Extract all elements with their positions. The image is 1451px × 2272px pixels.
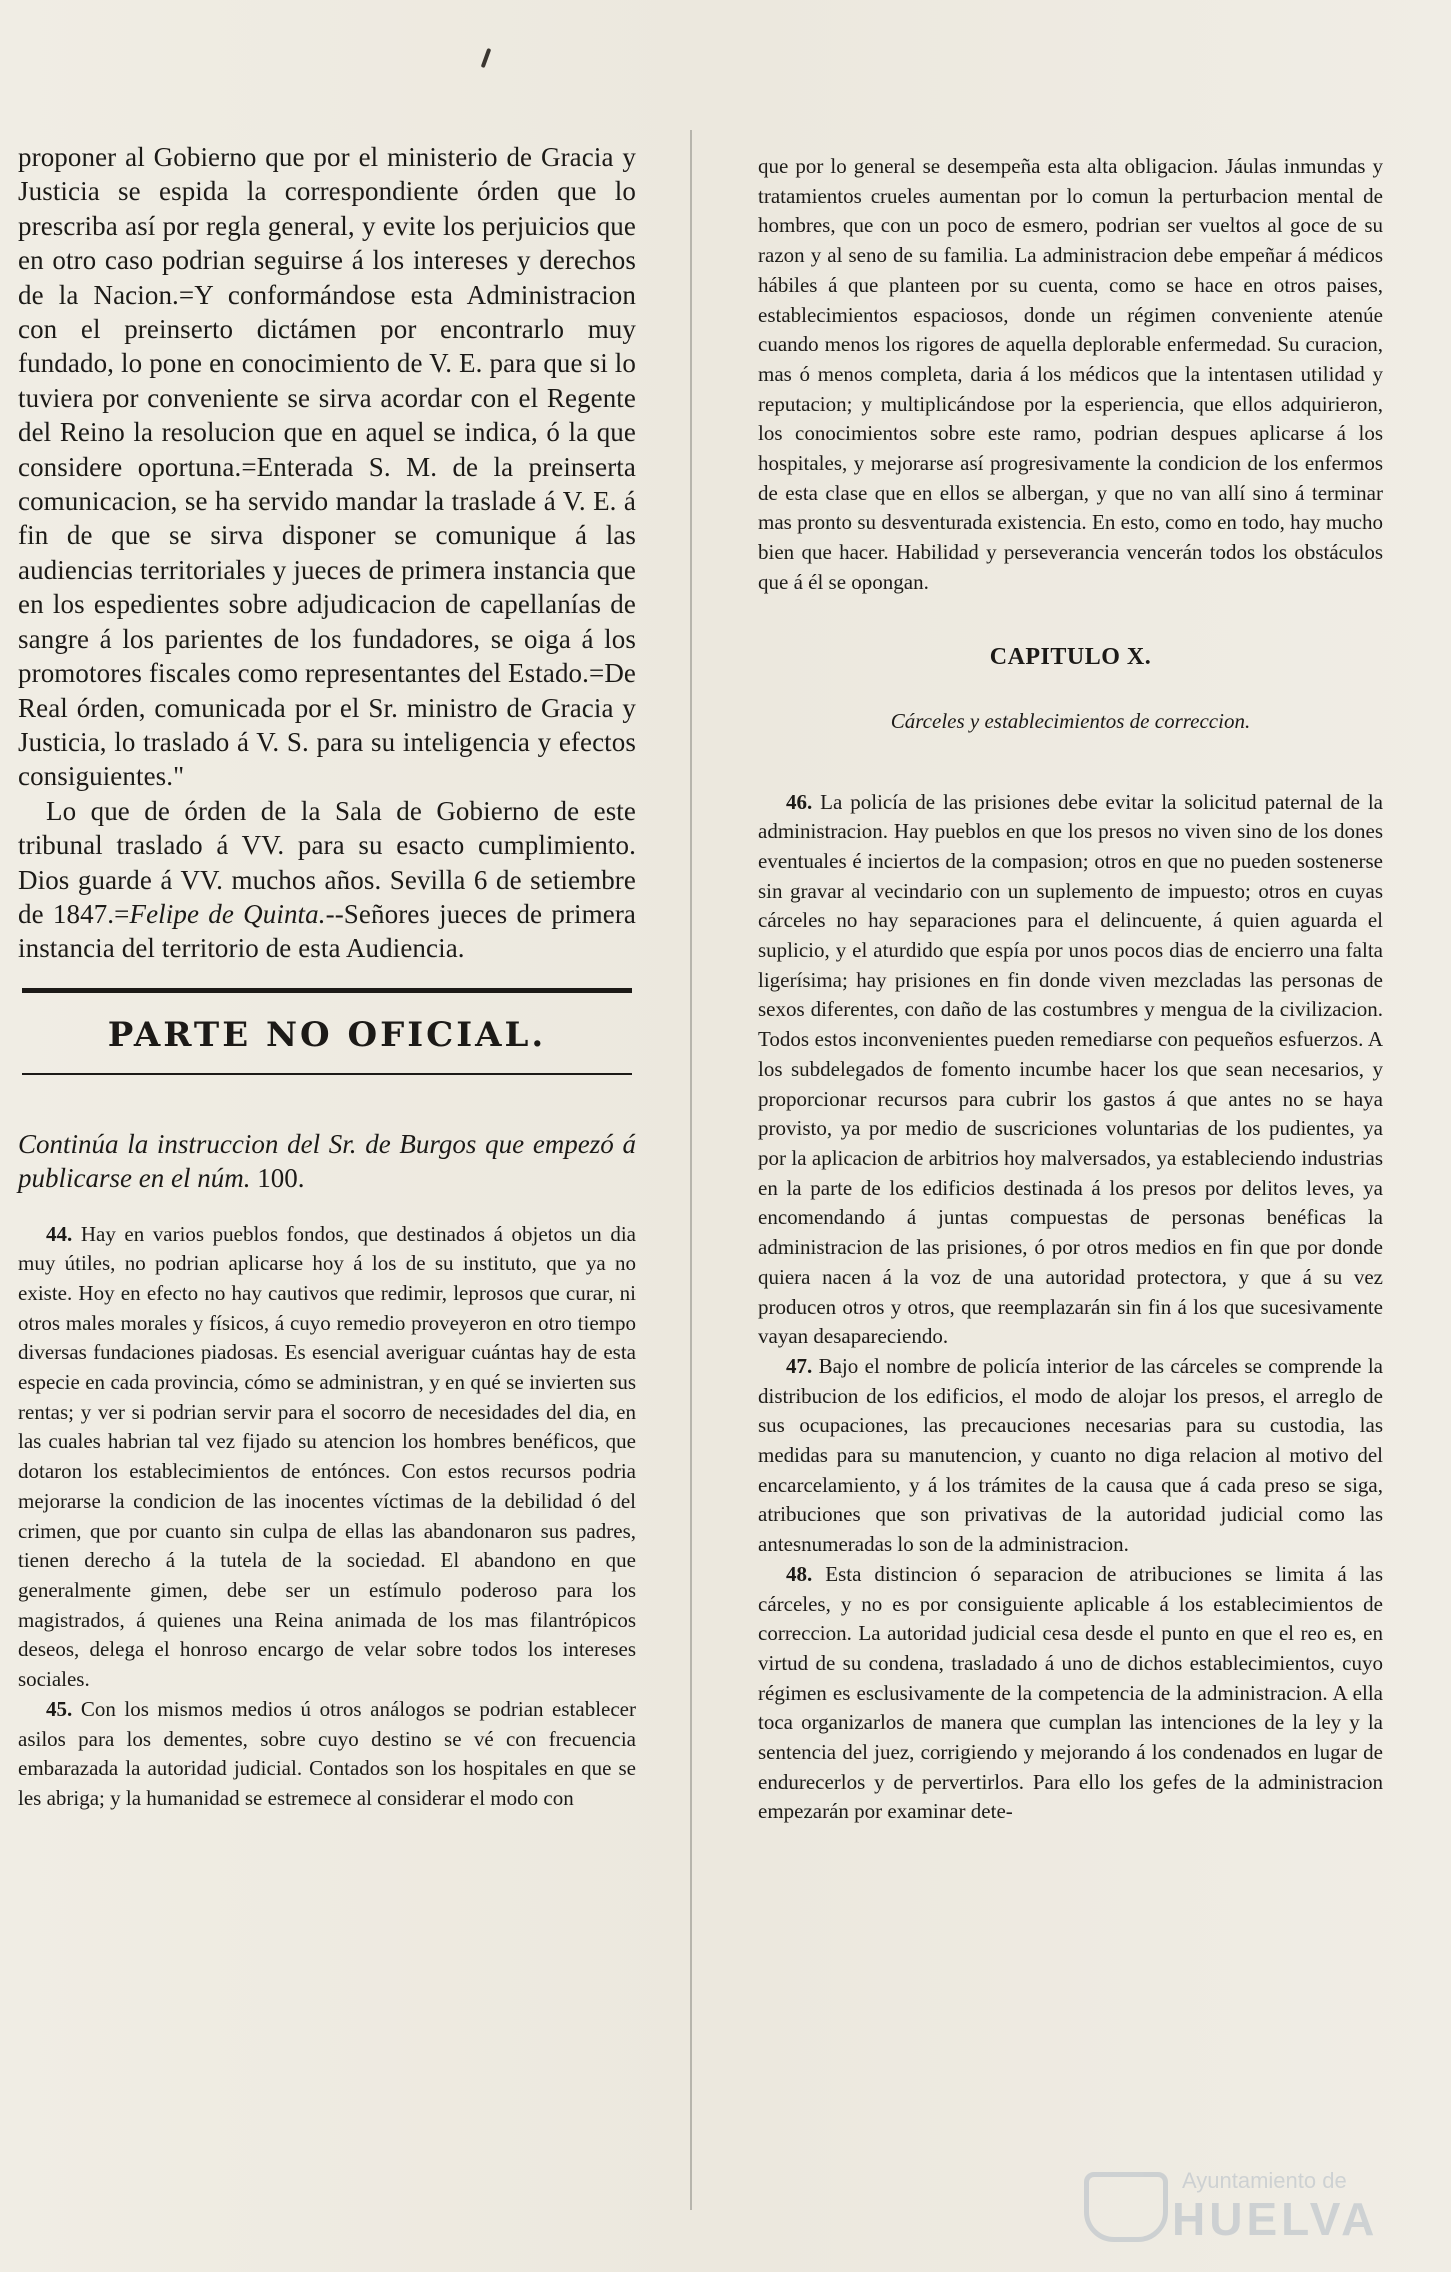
paragraph-number: 47. — [786, 1353, 813, 1378]
paragraph-text: La policía de las prisiones debe evitar la solicitud paternal de la administracion. Hay pueblos en que los presos no viven sino de los dones eventuales é inciertos de la compasion; otros en que no pueden sostenerse sin gravar al vecindario con un suplemento de impuesto; otros en cuyas cárceles no hay separaciones para el delincuente, á quien aguarda el suplicio, y el aturdido que espía por unos pocos dias de encierro una falta ligerísima; hay prisiones en fin donde viven mezcladas las personas de sexos diferentes, con daño de las costumbres y mengua de la civilizacion. Todos estos inconvenientes pueden remediarse con pequeños esfuerzos. A los subdelegados de fomento incumbe hacer los que sean necesarios, y proporcionar recursos para cubrir los gastos á que antes no se haya provisto, ya por medio de suscriciones voluntarias de los pudientes, ya por la aplicacion de arbitrios hoy malversados, ya estableciendo industrias en la parte de los edificios destinada á los presos por delitos leves, ya encomendando á juntas compuestas de personas benéficas la administracion de las prisiones, ó por otros medios en fin que por donde quiera nacen á la voz de una autoridad protectora, y que á su vez producen otros y otros, que reemplazarán sin fin á los que sucesivamente vayan desapareciendo. — [758, 789, 1383, 1349]
paragraph-text: Hay en varios pueblos fondos, que destinados á objetos un dia muy útiles, no podrian aplicarse hoy á los de su instituto, que ya no existe. Hoy en efecto no hay cautivos que redimir, leprosos que curar, ni otros males morales y físicos, á cuyo remedio proveyeron en otro tiempo diversas fundaciones piadosas. Es esencial averiguar cuántas hay de esta especie en cada provincia, cómo se administran, y en qué se invierten sus rentas; y ver si podrian servir para el socorro de necesidades del dia, en las cuales habrian tal vez fijado su atencion los hombres benéficos, que dotaron los establecimientos de entónces. Con estos recursos podria mejorarse la condicion de las inocentes víctimas de la debilidad ó del crimen, que por cuanto sin culpa de ellas las abandonaron sus padres, tienen derecho á la tutela de la sociedad. El abandono en que generalmente gimen, debe ser un estímulo poderoso para los magistrados, á quienes una Reina animada de los mas filantrópicos deseos, delega el honroso encargo de velar sobre todos los intereses sociales. — [18, 1221, 636, 1692]
left-column — [18, 140, 636, 1814]
chapter-subtitle: Cárceles y establecimientos de correccion. — [890, 708, 1251, 733]
paragraph-sala-gobierno — [18, 794, 636, 966]
paragraph-number: 46. — [786, 789, 813, 814]
section-rule-bottom — [22, 1073, 632, 1075]
paragraph-text: Con los mismos medios ú otros análogos se podrian establecer asilos para los dementes, sobre cuyo destino se vé con frecuencia embarazada la autoridad judicial. Contados son los hospitales en que se les abriga; y la humanidad se estremece al considerar el modo con — [18, 1696, 637, 1810]
article-subtitle-text: Continúa la instruccion del Sr. de Burgos que empezó á publicarse en el núm. — [18, 1128, 636, 1194]
paragraph-45 — [18, 1695, 636, 1814]
paragraph-number: 45. — [46, 1696, 73, 1721]
article-subtitle — [18, 1127, 636, 1196]
paragraph-number: 44. — [46, 1221, 73, 1246]
watermark-line1: Ayuntamiento de — [1182, 2168, 1347, 2193]
signature: Felipe de Quinta. — [129, 898, 326, 929]
paragraph-recipients: --Señores jueces de primera instancia del territorio de esta Audiencia. — [18, 898, 636, 964]
paragraph-continued-dictamen: proponer al Gobierno que por el ministerio de Gracia y Justicia se espida la correspondiente órden que lo prescriba así por regla general, y evite los perjuicios que en otro caso podrian seguirse á los intereses y derechos de la Nacion.=Y conformándose esta Administracion con el preinserto dictámen por encontrarlo muy fundado, lo pone en conocimiento de V. E. para que si lo tuviera por conveniente se sirva acordar con el Regente del Reino la resolucion que en aquel se indica, ó la que considere oportuna.=Enterada S. M. de la preinserta comunicacion, se ha servido mandar la traslade á V. E. á fin de que se sirva disponer se comunique á las audiencias territoriales y jueces de primera instancia que en los espedientes sobre adjudicacion de capellanías de sangre á los parientes de los fundadores, se oiga á los promotores fiscales como representantes del Estado.=De Real órden, comunicada por el Sr. ministro de Gracia y Justicia, lo traslado á V. S. para su inteligencia y efectos consiguientes." — [18, 142, 636, 792]
paragraph-text: Bajo el nombre de policía interior de las cárceles se comprende la distribucion de los edificios, el modo de alojar los presos, el arreglo de sus ocupaciones, las precauciones necesarias para su custodia, las medidas para su manutencion, y cuanto no diga relacion al motivo del encarcelamiento, y á los trámites de la causa que á cada preso se siga, atribuciones que son privativas de la autoridad judicial como las antesnumeradas lo son de la administracion. — [758, 1353, 1383, 1557]
paragraph-47 — [758, 1352, 1383, 1560]
section-rule-top — [22, 988, 632, 993]
paragraph-44 — [18, 1220, 636, 1695]
paragraph-text: Lo que de órden de la Sala de Gobierno de este tribunal traslado á VV. para su esacto cumplimiento. Dios guarde á VV. muchos años. Sevilla 6 de setiembre de 1847.= — [18, 795, 636, 929]
right-column — [758, 152, 1383, 1827]
shield-logo-icon — [1084, 2172, 1168, 2242]
paragraph-number: 48. — [786, 1561, 813, 1586]
paragraph-48 — [758, 1560, 1383, 1827]
section-title: PARTE NO OFICIAL. — [107, 1014, 547, 1055]
column-divider — [690, 130, 692, 2210]
archive-watermark — [1074, 2166, 1379, 2246]
paragraph-text: Esta distincion ó separacion de atribuciones se limita á las cárceles, y no es por consiguiente aplicable á los establecimientos de correccion. La autoridad judicial cesa desde el punto en que el reo es, en virtud de su condena, trasladado á uno de dichos establecimientos, cuyo régimen es esclusivamente de la competencia de la administracion. A ella toca organizarlos de manera que cumplan las intenciones de la ley y la sentencia del juez, corrigiendo y mejorando á los condenados en lugar de endurecerlos y de pervertirlos. Para ello los gefes de la administracion empezarán por examinar dete- — [758, 1561, 1384, 1824]
watermark-line2: HUELVA — [1172, 2193, 1379, 2245]
paragraph-45-continued: que por lo general se desempeña esta alta obligacion. Jáulas inmundas y tratamientos crueles aumentan por lo comun la perturbacion mental de hombres, que con un poco de esmero, podrian ser vueltos al goce de su razon y al seno de su familia. La administracion debe empeñar á médicos hábiles á que planteen por su cuenta, como se hace en otros paises, establecimientos espaciosos, donde un régimen conveniente atenúe cuando menos los rigores de aquella deplorable enfermedad. Su curacion, mas ó menos completa, daria á los médicos que la intentasen utilidad y reputacion; y multiplicándose por la esperiencia, que ellos adquirieron, los conocimientos sobre este ramo, podrian despues aplicarse á los hospitales, y mejorarse así progresivamente la condicion de los enfermos de esta clase que en ellos se albergan, y que no van allí sino á terminar mas pronto su desventurada existencia. En esto, como en todo, hay mucho bien que hacer. Habilidad y perseverancia vencerán todos los obstáculos que á él se opongan. — [758, 154, 1383, 594]
paragraph-46 — [758, 788, 1383, 1352]
issue-number: 100. — [257, 1163, 305, 1194]
ink-mark — [481, 48, 492, 68]
chapter-title: CAPITULO X. — [989, 643, 1152, 670]
